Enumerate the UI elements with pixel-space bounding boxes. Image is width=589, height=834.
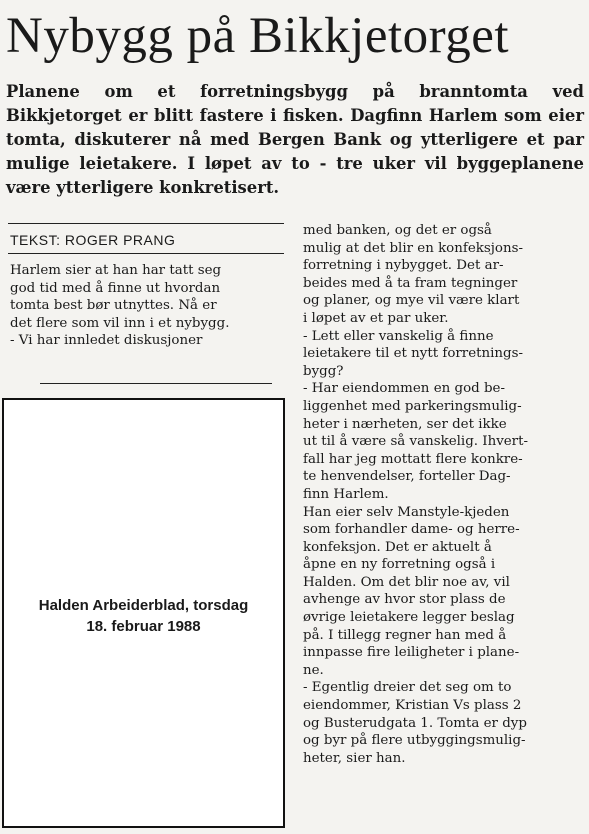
source-caption: Halden Arbeiderblad, torsdag 18. februar 1988 [38, 597, 249, 635]
article-lead: Planene om et forretningsbygg på branntomta ved Bikkjetorget er blitt fastere i fisken. Dagfinn Harlem som eier tomta, diskuterer nå med Bergen Bank og ytterligere et par mulige leietakere. I løpet av to - tre uker vil byggeplanene være ytterligere konkretisert. [6, 82, 584, 197]
byline-rule [8, 223, 284, 224]
byline-rule-bottom [8, 253, 284, 254]
caption-box [2, 398, 285, 828]
article-headline: Nybygg på Bikkjetorget [6, 8, 509, 64]
article-byline: TEKST: ROGER PRANG [10, 232, 176, 248]
article-left-column: Harlem sier at han har tatt seg god tid med å finne ut hvordan tomta best bør utnyttes. Nå er det flere som vil inn i et nybygg. - Vi har innledet diskusjoner [10, 263, 230, 349]
article-right-column: med banken, og det er også mulig at det blir en konfeksjons- forretning i nybygget. Det ar- beides med å ta fram tegninger og planer, og mye vil være klart i løpet av et par uker. - Lett eller vanskelig å finne leietakere til et nytt forretnings- bygg? - Har eiendommen en god be- liggenhet med parkeringsmulig- heter i nærheten, ser det ikke ut til å være så vanskelig. Ihvert- fall har jeg mottatt flere konkre- te henvendelser, forteller Dag- finn Harlem. Han eier selv Manstyle-kjeden som forhandler dame- og herre- konfeksjon. Det er aktuelt å åpne en ny forretning også i Halden. Om det blir noe av, vil avhenge av hvor stor plass de øvrige leietakere legger beslag på. I tillegg regner han med å innpasse fire leiligheter i plane- ne. - Egentlig dreier det seg om to eiendommer, Kristian Vs plass 2 og Busterudgata 1. Tomta er dyp og byr på flere utbyggingsmulig- heter, sier han. [303, 223, 528, 766]
column-end-rule [40, 383, 272, 384]
